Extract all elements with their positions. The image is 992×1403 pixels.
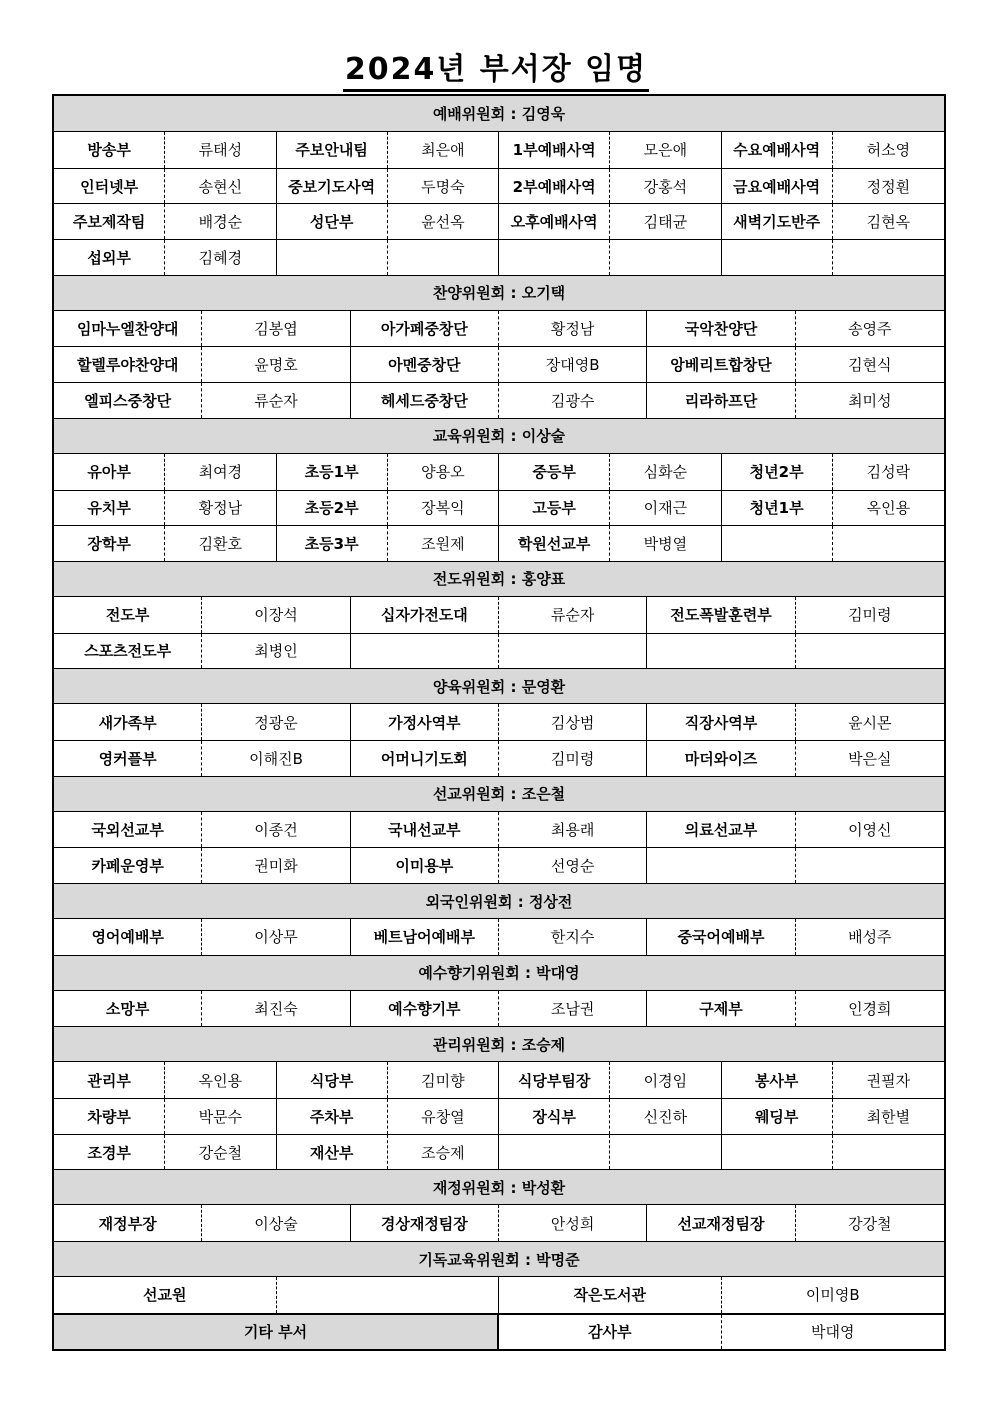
- department-head: 박병열: [610, 526, 721, 561]
- department-head: [833, 526, 944, 561]
- department-head: 이해진B: [202, 741, 350, 776]
- department-head: [833, 1135, 944, 1170]
- department-name: 금요예배사역: [722, 169, 833, 204]
- department-row: [54, 203, 944, 239]
- department-name: 작은도서관: [499, 1277, 722, 1313]
- department-head: 김혜경: [165, 240, 276, 275]
- department-row: [54, 847, 944, 883]
- department-name: [499, 1135, 610, 1170]
- department-name: 유치부: [54, 491, 165, 526]
- department-name: 경상재정팀장: [351, 1205, 499, 1241]
- department-name: 소망부: [54, 991, 202, 1027]
- department-name: 식당부팀장: [499, 1062, 610, 1098]
- department-head: 강순철: [165, 1135, 276, 1170]
- department-head: 옥인용: [866, 499, 911, 518]
- department-row: [54, 346, 944, 382]
- department-head: 김봉엽: [202, 311, 350, 347]
- department-row: [54, 490, 944, 526]
- department-row: [54, 1098, 944, 1134]
- department-head: 이경임: [610, 1062, 721, 1098]
- department-row: [54, 454, 944, 490]
- department-name: 국악찬양단: [647, 311, 795, 347]
- department-head: 김광수: [499, 383, 647, 418]
- department-row: [54, 919, 944, 955]
- department-name: 헤세드중창단: [351, 383, 499, 418]
- department-head: 조남권: [499, 991, 647, 1027]
- department-head: 이장석: [202, 597, 350, 633]
- department-head: 권미화: [202, 848, 350, 883]
- department-row: [54, 132, 944, 168]
- department-name: 차량부: [54, 1099, 165, 1134]
- department-row: [54, 311, 944, 347]
- committee-header: 재정위원회 : 박성환: [54, 1169, 944, 1205]
- department-row: [54, 812, 944, 848]
- department-head: 유창열: [388, 1099, 499, 1134]
- department-head: 최병인: [202, 634, 350, 669]
- department-name: [647, 848, 795, 883]
- department-name: [722, 1135, 833, 1170]
- department-row: [54, 1062, 944, 1098]
- department-name: [499, 240, 610, 275]
- department-head: 최여경: [165, 454, 276, 490]
- department-head: 김미령: [499, 741, 647, 776]
- department-head: 류순자: [499, 597, 647, 633]
- department-name: 리라하프단: [647, 383, 795, 418]
- department-head: 윤명호: [202, 347, 350, 382]
- department-head: 최진숙: [202, 991, 350, 1027]
- department-name: 주차부: [277, 1099, 388, 1134]
- department-head: 이상무: [202, 919, 350, 955]
- department-name: 국외선교부: [54, 812, 202, 848]
- department-head: 이종건: [202, 812, 350, 848]
- department-name: 웨딩부: [722, 1099, 833, 1134]
- department-name: 성단부: [277, 204, 388, 239]
- department-head: 장복익: [388, 491, 499, 526]
- department-name: 고등부: [499, 491, 610, 526]
- department-head: 심화순: [610, 454, 721, 490]
- department-name: 베트남어예배부: [351, 919, 499, 955]
- department-name: 이미용부: [351, 848, 499, 883]
- department-row: [54, 382, 944, 418]
- department-head: 송영주: [848, 320, 892, 339]
- committee-header: 찬양위원회 : 오기택: [54, 275, 944, 311]
- department-name: 임마누엘찬양대: [54, 311, 202, 347]
- department-name: 섭외부: [54, 240, 165, 275]
- department-name: 초등3부: [277, 526, 388, 561]
- department-head: 박문수: [165, 1099, 276, 1134]
- department-name: 새가족부: [54, 704, 202, 740]
- department-head: 인경희: [848, 1000, 892, 1019]
- department-head: 옥인용: [165, 1062, 276, 1098]
- department-head: 박은실: [848, 749, 892, 768]
- department-head: 김태균: [610, 204, 721, 239]
- department-name: 마더와이즈: [647, 741, 795, 776]
- department-head: 허소영: [866, 141, 911, 160]
- department-head: 김현옥: [866, 213, 911, 232]
- department-head: 정광운: [202, 704, 350, 740]
- department-head: [610, 1135, 721, 1170]
- department-row: [54, 525, 944, 561]
- department-name: 할렐루야찬양대: [54, 347, 202, 382]
- department-name: 주보제작팀: [54, 204, 165, 239]
- department-head: 김환호: [165, 526, 276, 561]
- department-head: 황정남: [499, 311, 647, 347]
- department-name: 구제부: [647, 991, 795, 1027]
- department-head: [388, 240, 499, 275]
- department-name: 의료선교부: [647, 812, 795, 848]
- department-name: 십자가전도대: [351, 597, 499, 633]
- department-name: 초등1부: [277, 454, 388, 490]
- department-head: 류순자: [202, 383, 350, 418]
- misc-departments-row: [54, 1313, 944, 1349]
- department-row: [54, 1205, 944, 1241]
- department-name: 학원선교부: [499, 526, 610, 561]
- department-head: 류태성: [165, 132, 276, 168]
- department-head: 두명숙: [388, 169, 499, 204]
- department-head: 최은애: [388, 132, 499, 168]
- department-row: [54, 239, 944, 275]
- department-row: [54, 704, 944, 740]
- department-head: 윤선옥: [388, 204, 499, 239]
- department-name: [722, 240, 833, 275]
- department-row: [54, 740, 944, 776]
- department-name: 스포츠전도부: [54, 634, 202, 669]
- department-name: 2부예배사역: [499, 169, 610, 204]
- department-head: [610, 240, 721, 275]
- committee-header: 외국인위원회 : 정상전: [54, 883, 944, 919]
- department-name: [722, 526, 833, 561]
- department-name: 조경부: [54, 1135, 165, 1170]
- misc-departments-label: 기타 부서: [54, 1315, 499, 1349]
- department-row: [54, 633, 944, 669]
- department-head: 박대영: [811, 1323, 855, 1342]
- committee-header: 전도위원회 : 홍양표: [54, 561, 944, 597]
- department-name: 선교원: [54, 1277, 277, 1313]
- department-name: 주보안내팀: [277, 132, 388, 168]
- committee-header: 예수향기위원회 : 박대영: [54, 955, 944, 991]
- department-head: 윤시몬: [848, 713, 892, 732]
- department-head: 이상술: [202, 1205, 350, 1241]
- department-name: [647, 634, 795, 669]
- department-name: 인터넷부: [54, 169, 165, 204]
- department-head: [796, 848, 944, 883]
- department-row: [54, 1134, 944, 1170]
- department-name: 전도부: [54, 597, 202, 633]
- department-head: 조승제: [388, 1135, 499, 1170]
- department-row: [54, 597, 944, 633]
- department-head: 김미령: [848, 606, 892, 625]
- department-head: 이재근: [610, 491, 721, 526]
- department-head: 배경순: [165, 204, 276, 239]
- department-name: 초등2부: [277, 491, 388, 526]
- department-name: 중등부: [499, 454, 610, 490]
- committee-header: 선교위원회 : 조은철: [54, 776, 944, 812]
- department-head: 황정남: [165, 491, 276, 526]
- department-head: [277, 1277, 500, 1313]
- department-head: 장대영B: [499, 347, 647, 382]
- department-row: [54, 168, 944, 204]
- department-head: 강홍석: [610, 169, 721, 204]
- department-head: 이미영B: [805, 1286, 860, 1305]
- department-name: 아멘중창단: [351, 347, 499, 382]
- department-name: 방송부: [54, 132, 165, 168]
- department-name: 중보기도사역: [277, 169, 388, 204]
- department-head: 안성희: [499, 1205, 647, 1241]
- committee-header: 교육위원회 : 이상술: [54, 418, 944, 454]
- department-name: 수요예배사역: [722, 132, 833, 168]
- department-name: [277, 240, 388, 275]
- department-name: 장식부: [499, 1099, 610, 1134]
- department-name: 청년2부: [722, 454, 833, 490]
- department-head: 강강철: [848, 1214, 892, 1233]
- department-head: 최용래: [499, 812, 647, 848]
- department-head: 최미성: [848, 391, 892, 410]
- department-name: [351, 634, 499, 669]
- department-head: 양용오: [388, 454, 499, 490]
- department-name: 카페운영부: [54, 848, 202, 883]
- department-head: 송현신: [165, 169, 276, 204]
- department-name: 선교재정팀장: [647, 1205, 795, 1241]
- department-name: 어머니기도회: [351, 741, 499, 776]
- department-name: 엘피스중창단: [54, 383, 202, 418]
- department-head: 정정훤: [866, 177, 911, 196]
- department-name: 장학부: [54, 526, 165, 561]
- department-head: 배성주: [848, 928, 892, 947]
- department-head: [796, 634, 944, 669]
- committee-header: 양육위원회 : 문영환: [54, 668, 944, 704]
- department-name: 전도폭발훈련부: [647, 597, 795, 633]
- department-row: [54, 991, 944, 1027]
- appointment-table: [52, 94, 946, 1351]
- department-name: 청년1부: [722, 491, 833, 526]
- department-head: [499, 634, 647, 669]
- department-name: 재정부장: [54, 1205, 202, 1241]
- department-head: 김상범: [499, 704, 647, 740]
- department-name: 예수향기부: [351, 991, 499, 1027]
- department-row: [54, 1277, 944, 1313]
- department-name: 영어예배부: [54, 919, 202, 955]
- department-head: 신진하: [610, 1099, 721, 1134]
- department-name: 감사부: [499, 1315, 722, 1349]
- department-head: 한지수: [499, 919, 647, 955]
- department-name: 국내선교부: [351, 812, 499, 848]
- department-name: 중국어예배부: [647, 919, 795, 955]
- department-head: 김현식: [848, 356, 892, 375]
- department-head: [833, 240, 944, 275]
- department-name: 1부예배사역: [499, 132, 610, 168]
- department-head: 이영신: [848, 820, 892, 839]
- department-head: 최한별: [866, 1107, 911, 1126]
- department-head: 권필자: [866, 1071, 911, 1090]
- committee-header: 관리위원회 : 조승제: [54, 1026, 944, 1062]
- department-name: 가정사역부: [351, 704, 499, 740]
- department-name: 새벽기도반주: [722, 204, 833, 239]
- department-name: 오후예배사역: [499, 204, 610, 239]
- department-name: 유아부: [54, 454, 165, 490]
- page-title: 2024년 부서장 임명: [0, 44, 992, 88]
- department-name: 아가페중창단: [351, 311, 499, 347]
- department-head: 김미향: [388, 1062, 499, 1098]
- department-name: 식당부: [277, 1062, 388, 1098]
- department-name: 재산부: [277, 1135, 388, 1170]
- department-head: 선영순: [499, 848, 647, 883]
- department-name: 직장사역부: [647, 704, 795, 740]
- department-head: 김성락: [866, 463, 911, 482]
- committee-header: 기독교육위원회 : 박명준: [54, 1241, 944, 1277]
- department-name: 봉사부: [722, 1062, 833, 1098]
- committee-header: 예배위원회 : 김영욱: [54, 96, 944, 132]
- department-head: 모은애: [610, 132, 721, 168]
- department-name: 영커플부: [54, 741, 202, 776]
- department-name: 앙베리트합창단: [647, 347, 795, 382]
- department-head: 조원제: [388, 526, 499, 561]
- department-name: 관리부: [54, 1062, 165, 1098]
